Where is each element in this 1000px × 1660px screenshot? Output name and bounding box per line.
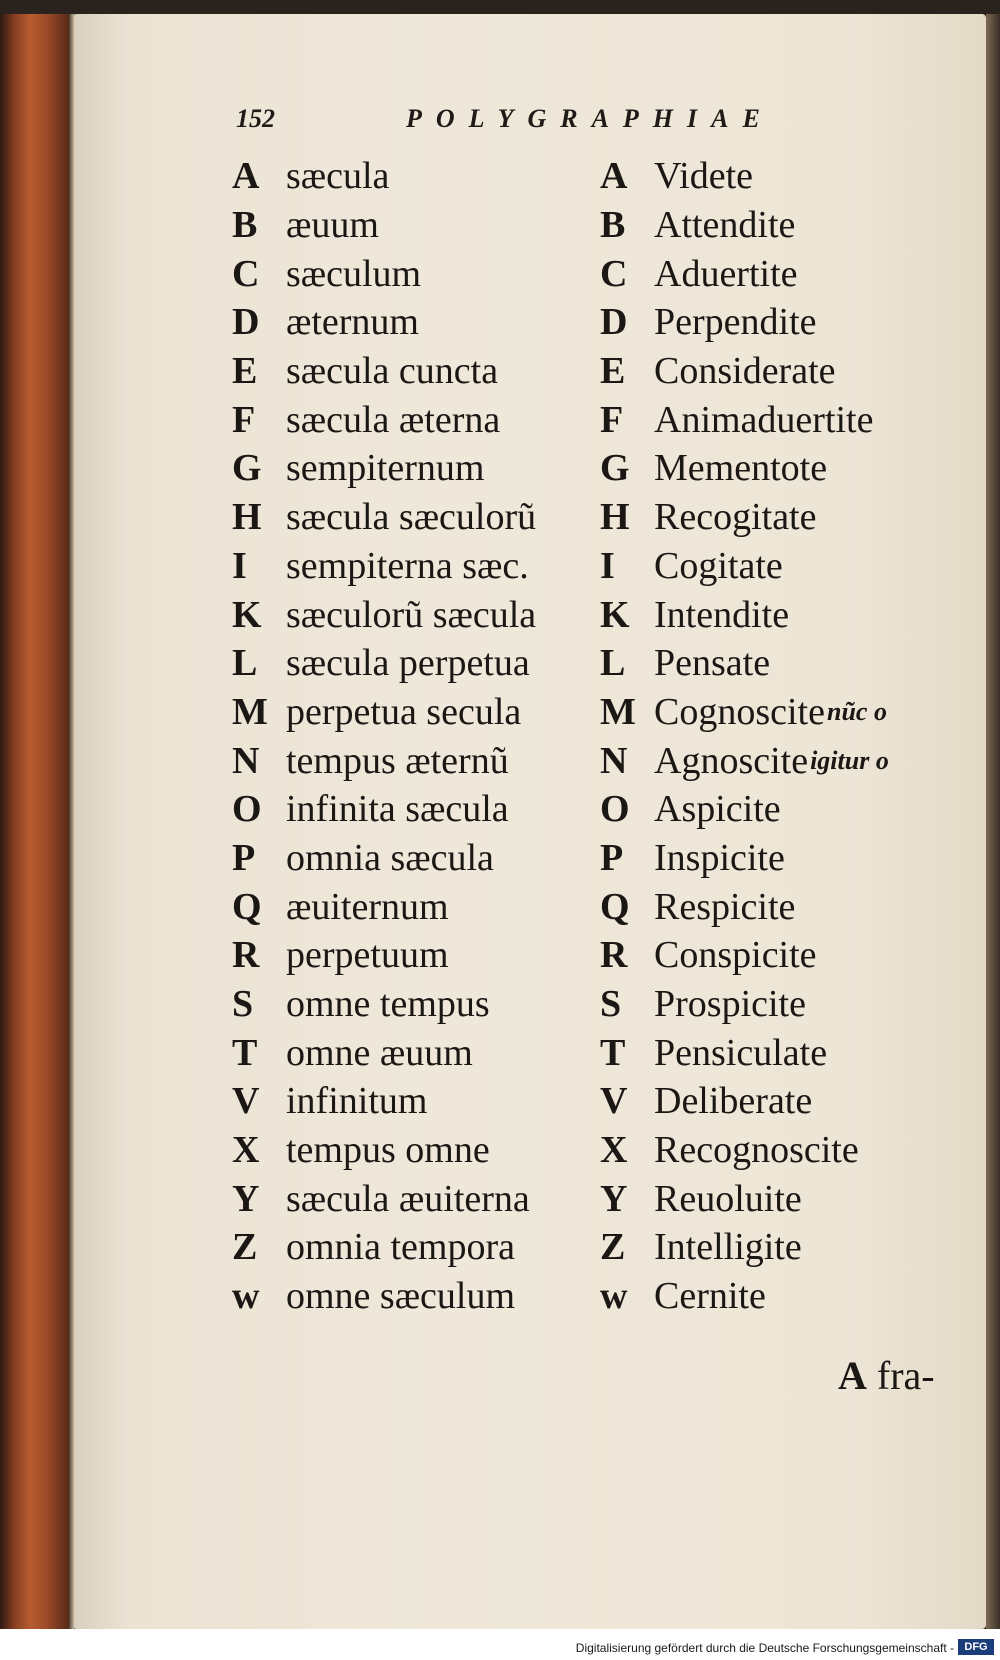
left-row-word: omne sæculum xyxy=(286,1275,516,1318)
left-row-letter: H xyxy=(232,496,262,539)
catchword-letter: A xyxy=(838,1353,867,1398)
right-row-letter: M xyxy=(600,690,636,733)
right-cipher-row xyxy=(600,1174,990,1223)
right-row-letter: N xyxy=(600,739,628,782)
left-row-word: tempus omne xyxy=(286,1129,490,1172)
left-row-letter: S xyxy=(232,983,254,1026)
right-cipher-row xyxy=(600,639,990,688)
left-cipher-row xyxy=(232,298,592,347)
left-cipher-row xyxy=(232,1028,592,1077)
right-row-letter: Y xyxy=(600,1177,628,1220)
left-cipher-row xyxy=(232,1126,592,1175)
right-row-letter: K xyxy=(600,593,630,636)
right-row-word: Agnoscite xyxy=(654,739,809,782)
left-row-letter: A xyxy=(232,155,260,198)
left-row-letter: w xyxy=(232,1275,260,1318)
left-row-word: sæculorũ sæcula xyxy=(286,593,537,636)
left-row-letter: G xyxy=(232,447,262,490)
right-row-letter: H xyxy=(600,496,630,539)
right-cipher-row xyxy=(600,444,990,493)
left-row-word: æternum xyxy=(286,301,419,344)
left-row-word: omnia sæcula xyxy=(286,836,494,879)
catchword xyxy=(838,1352,935,1399)
running-title: POLYGRAPHIAE xyxy=(406,104,774,133)
left-row-word: infinitum xyxy=(286,1080,428,1123)
cipher-column-right xyxy=(600,152,990,1321)
left-row-letter: Y xyxy=(232,1177,260,1220)
right-row-word: Cogitate xyxy=(654,544,783,587)
left-row-letter: F xyxy=(232,398,256,441)
right-row-word: Pensate xyxy=(654,642,771,685)
left-cipher-row xyxy=(232,785,592,834)
right-row-word: Videte xyxy=(654,155,754,198)
left-cipher-row xyxy=(232,931,592,980)
left-row-word: tempus æternũ xyxy=(286,739,509,782)
left-row-letter: M xyxy=(232,690,268,733)
left-row-word: sæcula æuiterna xyxy=(286,1177,530,1220)
left-row-word: sæcula sæculorũ xyxy=(286,496,537,539)
left-cipher-row xyxy=(232,1223,592,1272)
right-row-word: Aduertite xyxy=(654,252,798,295)
right-row-letter: S xyxy=(600,983,622,1026)
right-cipher-row xyxy=(600,493,990,542)
right-row-letter: G xyxy=(600,447,630,490)
right-row-letter: Q xyxy=(600,885,630,928)
right-row-letter: D xyxy=(600,301,628,344)
left-cipher-row xyxy=(232,395,592,444)
book-edge xyxy=(0,14,68,1629)
right-row-letter: L xyxy=(600,642,626,685)
right-row-word: Aspicite xyxy=(654,788,781,831)
right-cipher-row xyxy=(600,201,990,250)
cipher-column-left xyxy=(232,152,592,1321)
left-cipher-row xyxy=(232,444,592,493)
left-row-letter: T xyxy=(232,1031,258,1074)
left-row-letter: V xyxy=(232,1080,260,1123)
right-cipher-row xyxy=(600,395,990,444)
right-row-word: Respicite xyxy=(654,885,796,928)
right-cipher-row xyxy=(600,1126,990,1175)
right-row-letter: I xyxy=(600,544,615,587)
dfg-logo: DFG xyxy=(958,1639,994,1655)
right-row-word: Cernite xyxy=(654,1275,766,1318)
right-row-letter: A xyxy=(600,155,628,198)
left-cipher-row xyxy=(232,1272,592,1321)
left-row-letter: E xyxy=(232,350,258,393)
left-cipher-row xyxy=(232,493,592,542)
right-cipher-row xyxy=(600,736,990,785)
left-row-letter: D xyxy=(232,301,260,344)
left-cipher-row xyxy=(232,249,592,298)
left-row-word: omne tempus xyxy=(286,983,490,1026)
right-cipher-row xyxy=(600,931,990,980)
running-head xyxy=(236,104,836,144)
left-row-word: sempiternum xyxy=(286,447,485,490)
page-number: 152 xyxy=(236,104,275,133)
left-row-word: infinita sæcula xyxy=(286,788,509,831)
left-row-letter: B xyxy=(232,204,258,247)
left-row-letter: K xyxy=(232,593,262,636)
right-row-note: igitur o xyxy=(810,745,889,775)
left-cipher-row xyxy=(232,1077,592,1126)
right-row-letter: T xyxy=(600,1031,626,1074)
left-row-word: æuiternum xyxy=(286,885,449,928)
right-row-word: Intelligite xyxy=(654,1226,802,1269)
left-cipher-row xyxy=(232,688,592,737)
left-cipher-row xyxy=(232,542,592,591)
right-row-word: Inspicite xyxy=(654,836,785,879)
right-row-letter: C xyxy=(600,252,628,295)
right-cipher-row xyxy=(600,785,990,834)
right-cipher-row xyxy=(600,980,990,1029)
left-row-word: sæcula perpetua xyxy=(286,642,530,685)
right-row-letter: E xyxy=(600,350,626,393)
left-row-word: perpetua secula xyxy=(286,690,522,733)
right-row-word: Attendite xyxy=(654,204,796,247)
left-row-letter: O xyxy=(232,788,262,831)
left-cipher-row xyxy=(232,590,592,639)
right-cipher-row xyxy=(600,347,990,396)
left-row-word: æuum xyxy=(286,204,379,247)
right-row-word: Pensiculate xyxy=(654,1031,828,1074)
right-row-word: Perpendite xyxy=(654,301,817,344)
right-cipher-row xyxy=(600,688,990,737)
left-row-word: sæcula xyxy=(286,155,390,198)
catchword-rest: fra- xyxy=(876,1353,935,1398)
right-cipher-row xyxy=(600,882,990,931)
left-row-letter: I xyxy=(232,544,247,587)
left-row-word: omne æuum xyxy=(286,1031,473,1074)
left-row-letter: C xyxy=(232,252,260,295)
right-row-word: Mementote xyxy=(654,447,828,490)
right-row-letter: R xyxy=(600,934,628,977)
right-cipher-row xyxy=(600,590,990,639)
left-row-word: sæcula æterna xyxy=(286,398,501,441)
left-row-letter: N xyxy=(232,739,260,782)
left-cipher-row xyxy=(232,980,592,1029)
right-row-letter: w xyxy=(600,1275,628,1318)
left-cipher-row xyxy=(232,1174,592,1223)
right-row-word: Prospicite xyxy=(654,983,806,1026)
right-row-word: Recognoscite xyxy=(654,1129,859,1172)
right-row-letter: B xyxy=(600,204,626,247)
right-cipher-row xyxy=(600,542,990,591)
right-cipher-row xyxy=(600,249,990,298)
right-row-word: Animaduertite xyxy=(654,398,874,441)
left-cipher-row xyxy=(232,834,592,883)
left-row-letter: Z xyxy=(232,1226,258,1269)
right-row-note: nũc o xyxy=(826,696,887,726)
left-row-word: sempiterna sæc. xyxy=(286,544,529,587)
right-cipher-row xyxy=(600,152,990,201)
left-cipher-row xyxy=(232,152,592,201)
left-row-letter: Q xyxy=(232,885,262,928)
left-cipher-row xyxy=(232,639,592,688)
right-row-letter: X xyxy=(600,1129,628,1172)
right-row-word: Reuoluite xyxy=(654,1177,802,1220)
right-row-letter: O xyxy=(600,788,630,831)
right-cipher-row xyxy=(600,1223,990,1272)
right-cipher-row xyxy=(600,1272,990,1321)
right-row-word: Intendite xyxy=(654,593,790,636)
digitization-credit: Digitalisierung gefördert durch die Deutsche Forschungsgemeinschaft - xyxy=(575,1641,954,1655)
left-cipher-row xyxy=(232,882,592,931)
right-row-word: Recogitate xyxy=(654,496,817,539)
left-row-letter: R xyxy=(232,934,260,977)
right-cipher-row xyxy=(600,298,990,347)
left-cipher-row xyxy=(232,736,592,785)
left-cipher-row xyxy=(232,201,592,250)
right-cipher-row xyxy=(600,834,990,883)
left-row-word: perpetuum xyxy=(286,934,449,977)
left-row-word: sæculum xyxy=(286,252,422,295)
right-row-letter: V xyxy=(600,1080,628,1123)
left-row-word: omnia tempora xyxy=(286,1226,515,1269)
left-row-letter: L xyxy=(232,642,258,685)
right-cipher-row xyxy=(600,1077,990,1126)
right-row-word: Conspicite xyxy=(654,934,817,977)
right-row-word: Considerate xyxy=(654,350,836,393)
left-cipher-row xyxy=(232,347,592,396)
right-cipher-row xyxy=(600,1028,990,1077)
left-row-letter: X xyxy=(232,1129,260,1172)
right-row-letter: F xyxy=(600,398,624,441)
left-row-word: sæcula cuncta xyxy=(286,350,499,393)
left-row-letter: P xyxy=(232,836,256,879)
right-row-letter: Z xyxy=(600,1226,626,1269)
right-row-word: Cognoscite xyxy=(654,690,825,733)
right-row-word: Deliberate xyxy=(654,1080,813,1123)
right-row-letter: P xyxy=(600,836,624,879)
